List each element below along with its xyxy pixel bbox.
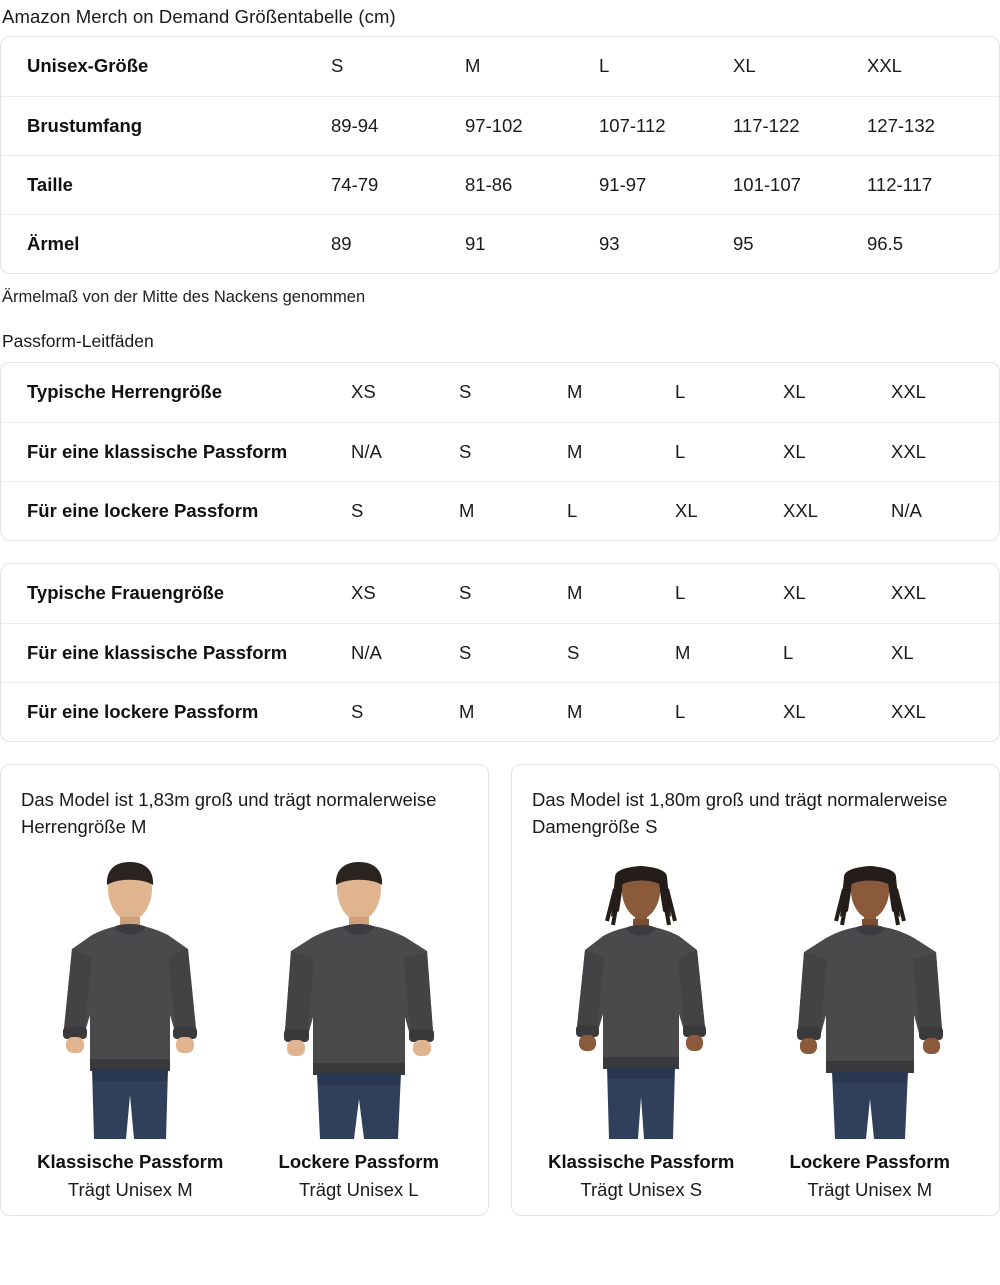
mens-relaxed-6: N/A — [891, 481, 999, 540]
womens-fit-table — [1, 564, 999, 741]
table-row — [1, 481, 999, 540]
womens-relaxed-3: M — [567, 682, 675, 741]
waist-m: 81-86 — [465, 155, 599, 214]
sleeve-xxl: 96.5 — [867, 214, 1000, 273]
unisex-size-table-card — [0, 36, 1000, 274]
male-classic-fit-name: Klassische Passform — [37, 1151, 224, 1172]
row-label-womens-classic-fit: Für eine klassische Passform — [1, 623, 351, 682]
male-classic-sweatshirt-illustration — [30, 859, 230, 1139]
table-row — [1, 623, 999, 682]
female-relaxed-fit-wears: Trägt Unisex M — [807, 1179, 933, 1200]
male-classic-fit-label — [25, 1151, 235, 1201]
mens-typical-2: S — [459, 381, 472, 403]
womens-typical-5: XL — [783, 582, 806, 604]
female-fit-labels — [532, 1151, 979, 1201]
table-row — [1, 363, 999, 422]
waist-s: 74-79 — [331, 155, 465, 214]
female-classic-fit-label — [536, 1151, 746, 1201]
row-label-waist: Taille — [1, 155, 331, 214]
male-relaxed-fit-wears: Trägt Unisex L — [298, 1179, 419, 1200]
unisex-size-table — [1, 37, 1000, 273]
male-relaxed-fit-label — [254, 1151, 464, 1201]
womens-typical-6: XXL — [891, 582, 926, 604]
male-relaxed-sweatshirt-illustration — [259, 859, 459, 1139]
table-row — [1, 214, 1000, 273]
unisex-header-m: M — [465, 55, 481, 77]
mens-relaxed-3: L — [567, 481, 675, 540]
row-label-mens-classic-fit: Für eine klassische Passform — [1, 422, 351, 481]
page-title: Amazon Merch on Demand Größentabelle (cm) — [2, 6, 396, 27]
unisex-header-s: S — [331, 55, 344, 77]
female-relaxed-sweatshirt-illustration — [770, 859, 970, 1139]
mens-fit-table-card — [0, 362, 1000, 541]
waist-xxl: 112-117 — [867, 155, 1000, 214]
mens-typical-3: M — [567, 381, 583, 403]
mens-classic-6: XXL — [891, 422, 999, 481]
waist-l: 91-97 — [599, 155, 733, 214]
chest-xl: 117-122 — [733, 96, 867, 155]
sleeve-xl: 95 — [733, 214, 867, 273]
row-label-typical-womens-size: Typische Frauengröße — [27, 582, 225, 604]
mens-relaxed-5: XXL — [783, 481, 891, 540]
mens-typical-6: XXL — [891, 381, 926, 403]
mens-classic-2: S — [459, 422, 567, 481]
female-relaxed-fit-name: Lockere Passform — [789, 1151, 950, 1172]
fit-guides-label: Passform-Leitfäden — [2, 331, 154, 351]
waist-xl: 101-107 — [733, 155, 867, 214]
sleeve-l: 93 — [599, 214, 733, 273]
womens-relaxed-6: XXL — [891, 682, 999, 741]
mens-classic-5: XL — [783, 422, 891, 481]
male-relaxed-fit-name: Lockere Passform — [278, 1151, 439, 1172]
sleeve-s: 89 — [331, 214, 465, 273]
unisex-header-xxl: XXL — [867, 55, 902, 77]
unisex-header-xl: XL — [733, 55, 756, 77]
sleeve-measure-note: Ärmelmaß von der Mitte des Nackens genommen — [2, 288, 366, 306]
chest-s: 89-94 — [331, 96, 465, 155]
female-figures — [532, 849, 979, 1139]
female-classic-fit-wears: Trägt Unisex S — [580, 1179, 703, 1200]
female-relaxed-fit-figure — [765, 849, 975, 1139]
sleeve-m: 91 — [465, 214, 599, 273]
male-model-caption: Das Model ist 1,83m groß und trägt normalerweise Herrengröße M — [21, 789, 437, 837]
table-row — [1, 564, 999, 623]
male-classic-fit-wears: Trägt Unisex M — [67, 1179, 193, 1200]
womens-classic-1: N/A — [351, 623, 459, 682]
mens-classic-4: L — [675, 422, 783, 481]
mens-fit-table — [1, 363, 999, 540]
womens-classic-2: S — [459, 623, 567, 682]
womens-typical-1: XS — [351, 582, 376, 604]
female-model-card — [511, 764, 1000, 1216]
mens-classic-1: N/A — [351, 422, 459, 481]
male-classic-fit-figure — [25, 849, 235, 1139]
model-panels — [0, 764, 1000, 1216]
womens-typical-3: M — [567, 582, 583, 604]
female-classic-fit-name: Klassische Passform — [548, 1151, 735, 1172]
table-row — [1, 96, 1000, 155]
female-relaxed-fit-label — [765, 1151, 975, 1201]
unisex-header-label: Unisex-Größe — [27, 55, 149, 77]
table-row — [1, 682, 999, 741]
womens-typical-2: S — [459, 582, 472, 604]
mens-relaxed-4: XL — [675, 481, 783, 540]
male-fit-labels — [21, 1151, 468, 1201]
womens-relaxed-4: L — [675, 682, 783, 741]
chest-l: 107-112 — [599, 96, 733, 155]
mens-typical-5: XL — [783, 381, 806, 403]
unisex-header-l: L — [599, 55, 610, 77]
chest-m: 97-102 — [465, 96, 599, 155]
female-model-caption: Das Model ist 1,80m groß und trägt normalerweise Damengröße S — [532, 789, 948, 837]
womens-typical-4: L — [675, 582, 686, 604]
mens-relaxed-1: S — [351, 481, 459, 540]
male-figures — [21, 849, 468, 1139]
chest-xxl: 127-132 — [867, 96, 1000, 155]
womens-relaxed-2: M — [459, 682, 567, 741]
womens-relaxed-1: S — [351, 682, 459, 741]
womens-relaxed-5: XL — [783, 682, 891, 741]
mens-classic-3: M — [567, 422, 675, 481]
womens-classic-3: S — [567, 623, 675, 682]
row-label-womens-relaxed-fit: Für eine lockere Passform — [1, 682, 351, 741]
mens-relaxed-2: M — [459, 481, 567, 540]
womens-classic-6: XL — [891, 623, 999, 682]
table-row — [1, 37, 1000, 96]
mens-typical-1: XS — [351, 381, 376, 403]
row-label-mens-relaxed-fit: Für eine lockere Passform — [1, 481, 351, 540]
womens-fit-table-card — [0, 563, 1000, 742]
row-label-typical-mens-size: Typische Herrengröße — [27, 381, 222, 403]
male-relaxed-fit-figure — [254, 849, 464, 1139]
female-classic-sweatshirt-illustration — [541, 859, 741, 1139]
row-label-sleeve: Ärmel — [1, 214, 331, 273]
female-classic-fit-figure — [536, 849, 746, 1139]
male-model-card — [0, 764, 489, 1216]
mens-typical-4: L — [675, 381, 686, 403]
womens-classic-5: L — [783, 623, 891, 682]
row-label-chest: Brustumfang — [1, 96, 331, 155]
table-row — [1, 155, 1000, 214]
table-row — [1, 422, 999, 481]
womens-classic-4: M — [675, 623, 783, 682]
